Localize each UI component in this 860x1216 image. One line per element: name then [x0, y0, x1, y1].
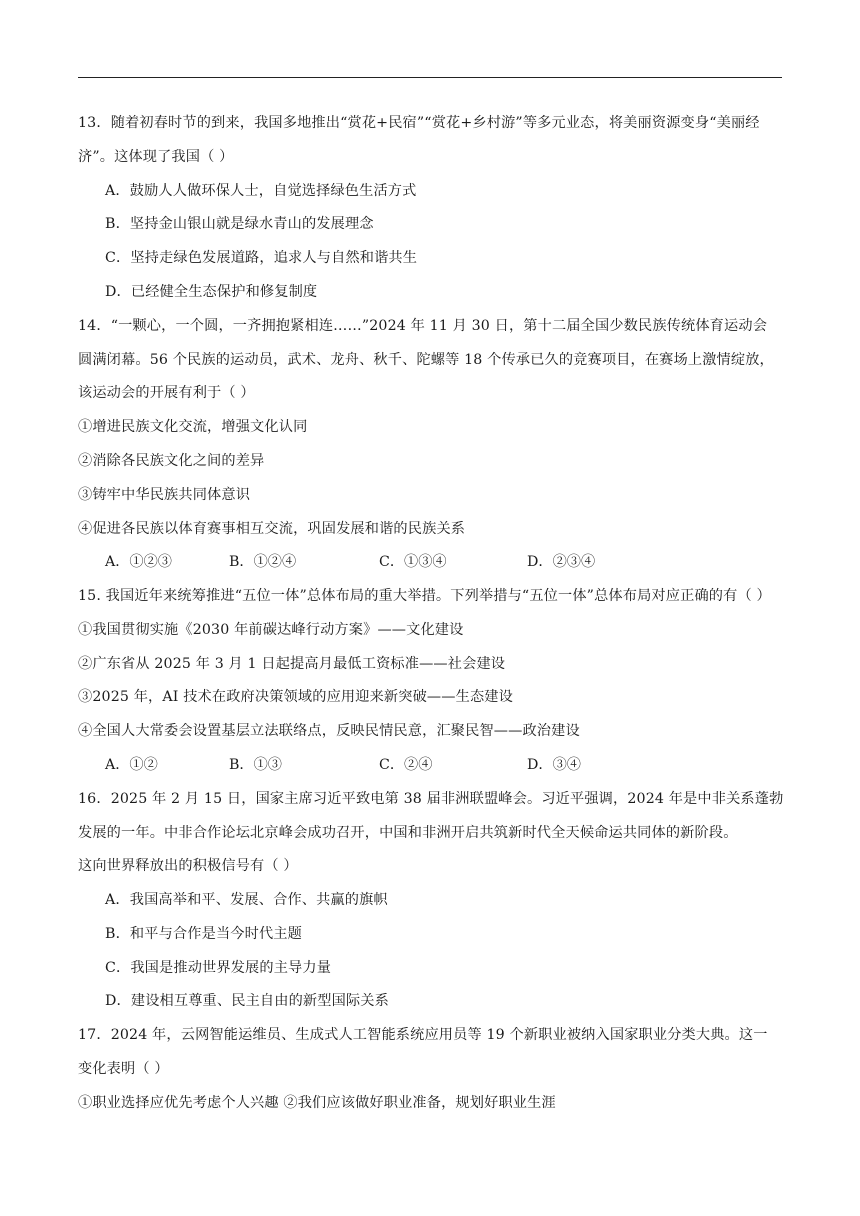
q13-option-c: C．坚持走绿色发展道路，追求人与自然和谐共生: [105, 250, 418, 266]
q17-stem-line-1: 17．2024 年，云网智能运维员、生成式人工智能系统应用员等 19 个新职业被纳入国家职业分类大典。这一: [78, 1027, 768, 1043]
q14-option-d: D．②③④: [527, 554, 596, 570]
q16-option-c: C．我国是推动世界发展的主导力量: [105, 960, 332, 976]
q15-option-c: C．②④: [379, 757, 433, 773]
q16-stem-line-3: 这向世界释放出的积极信号有（ ）: [78, 858, 298, 874]
q14-option-b: B．①②④: [229, 554, 297, 570]
q15-option-d: D．③④: [527, 757, 581, 773]
q13-stem-line-1: 13．随着初春时节的到来，我国多地推出“赏花+民宿”“赏花+乡村游”等多元业态，将美丽资源变身“美丽经: [78, 115, 760, 131]
q13-option-b: B．坚持金山银山就是绿水青山的发展理念: [105, 216, 374, 232]
header-rule: [78, 77, 782, 78]
q16-stem-line-1: 16．2025 年 2 月 15 日，国家主席习近平致电第 38 届非洲联盟峰会。习近平强调，2024 年是中非关系蓬勃: [78, 791, 784, 807]
q15-item-2: ②广东省从 2025 年 3 月 1 日起提高月最低工资标准——社会建设: [78, 656, 506, 672]
q14-stem-line-2: 圆满闭幕。56 个民族的运动员，武术、龙舟、秋千、陀螺等 18 个传承已久的竞赛项目，在赛场上激情绽放，: [78, 352, 774, 368]
q14-item-3: ③铸牢中华民族共同体意识: [78, 487, 251, 503]
q13-option-a: A．鼓励人人做环保人士，自觉选择绿色生活方式: [105, 183, 417, 199]
q16-option-b: B．和平与合作是当今时代主题: [105, 926, 302, 942]
q15-item-3: ③2025 年，AI 技术在政府决策领域的应用迎来新突破——生态建设: [78, 689, 513, 705]
q15-stem-line-1: 15. 我国近年来统筹推进“五位一体”总体布局的重大举措。下列举措与“五位一体”总体布局对应正确的有（ ）: [78, 588, 771, 604]
q17-items-line: ①职业选择应优先考虑个人兴趣 ②我们应该做好职业准备，规划好职业生涯: [78, 1095, 556, 1111]
q15-item-4: ④全国人大常委会设置基层立法联络点，反映民情民意，汇聚民智——政治建设: [78, 723, 580, 739]
q13-stem-line-2: 济”。这体现了我国（ ）: [78, 149, 234, 165]
q15-option-a: A．①②: [105, 757, 158, 773]
q17-stem-line-2: 变化表明（ ）: [78, 1061, 169, 1077]
q15-option-b: B．①③: [229, 757, 282, 773]
q16-option-d: D．建设相互尊重、民主自由的新型国际关系: [105, 993, 389, 1009]
q14-stem-line-1: 14．“一颗心，一个圆，一齐拥抱紧相连……”2024 年 11 月 30 日，第十二届全国少数民族传统体育运动会: [78, 318, 768, 334]
q14-item-4: ④促进各民族以体育赛事相互交流，巩固发展和谐的民族关系: [78, 521, 466, 537]
q14-stem-line-3: 该运动会的开展有利于（ ）: [78, 385, 255, 401]
q16-option-a: A．我国高举和平、发展、合作、共赢的旗帜: [105, 892, 388, 908]
q16-stem-line-2: 发展的一年。中非合作论坛北京峰会成功召开，中国和非洲开启共筑新时代全天候命运共同体的新阶段。: [78, 825, 738, 841]
q14-option-a: A．①②③: [105, 554, 172, 570]
q14-item-1: ①增进民族文化交流，增强文化认同: [78, 419, 308, 435]
q13-option-d: D．已经健全生态保护和修复制度: [105, 284, 318, 300]
q14-item-2: ②消除各民族文化之间的差异: [78, 453, 265, 469]
q15-item-1: ①我国贯彻实施《2030 年前碳达峰行动方案》——文化建设: [78, 622, 464, 638]
q14-option-c: C．①③④: [379, 554, 447, 570]
